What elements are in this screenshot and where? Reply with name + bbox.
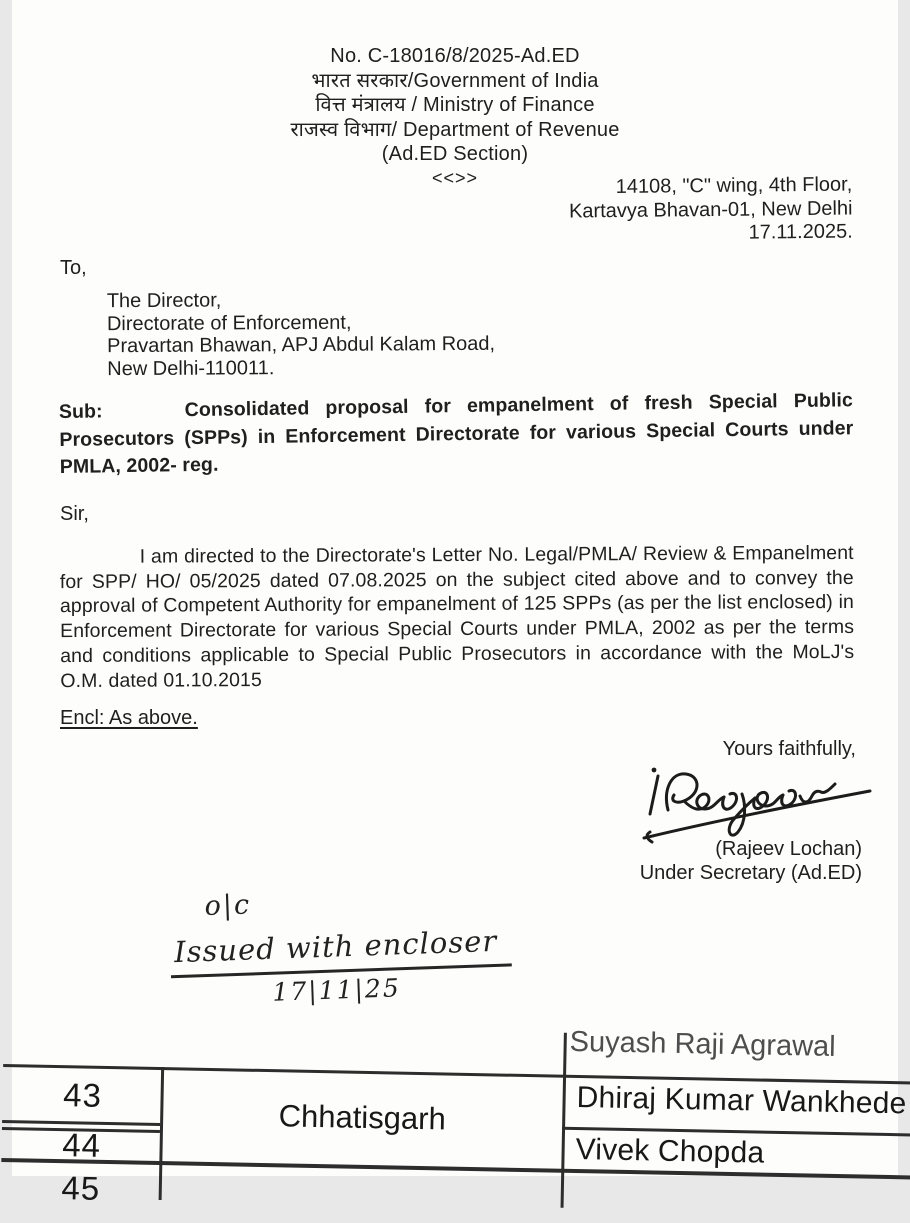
sender-address-line1: 14108, "C" wing, 4th Floor, (615, 173, 852, 198)
org-ministry-of-finance: वित्त मंत्रालय / Ministry of Finance (315, 94, 595, 117)
to-label: To, (60, 257, 87, 279)
scanned-letter-page (12, 0, 907, 1207)
subject-text: Consolidated proposal for empanelment of fresh Special Public Prosecutors (SPPs) in Enforcement Directorate for various Special Courts under PMLA, 2002- reg. (59, 389, 854, 479)
sender-address-line2: Kartavya Bhavan-01, New Delhi (568, 197, 853, 223)
separator-mark: <<>> (431, 167, 479, 188)
signature-rajeev-lochan (630, 758, 882, 844)
table-name-row-44: Vivek Chopda (575, 1133, 765, 1170)
sender-address (568, 174, 852, 248)
closing-phrase: Yours faithfully, (722, 738, 856, 760)
handwritten-note (168, 880, 532, 1010)
signatory-designation: Under Secretary (Ad.ED) (639, 861, 862, 884)
table-serial-45-partial: 45 (61, 1169, 101, 1207)
signatory-block (640, 838, 862, 885)
letterhead (12, 44, 898, 189)
handwritten-issue-note: Issued with encloser (170, 923, 513, 978)
reference-number: No. C-18016/8/2025-Ad.ED (330, 45, 580, 67)
table-serial-44: 44 (61, 1126, 102, 1164)
subject-tab-gap (103, 416, 185, 417)
enclosure-note: Encl: As above. (60, 707, 198, 729)
letter-body: I am directed to the Directorate's Letter No. Legal/PMLA/ Review & Empanelment for SPP/ HO/ 05/2025 dated 07.08.2025 on the subject cited above and to convey the approval of Competent Authority for empanelment of 125 SPPs (as per the list enclosed) in Enforcement Directorate for various Special Courts under PMLA, 2002 as per the terms and conditions applicable to Special Public Prosecutors in accordance with the MoLJ's O.M. dated 01.10.2015 (59, 541, 855, 692)
recipient-line3: Pravartan Bhawan, APJ Abdul Kalam Road, (107, 333, 496, 358)
signatory-name: (Rajeev Lochan) (715, 838, 862, 860)
subject-paragraph (59, 387, 854, 481)
recipient-line1: The Director, (106, 289, 222, 313)
subject-label: Sub: (58, 400, 103, 424)
recipient-line4: New Delhi-110011. (107, 356, 275, 380)
table-name-row-43: Dhiraj Kumar Wankhede (576, 1081, 907, 1121)
table-state-cell: Chhatisgarh (278, 1098, 447, 1137)
salutation: Sir, (60, 503, 89, 525)
recipient-address (107, 288, 496, 381)
handwritten-date: 17|11|25 (271, 973, 402, 1007)
enclosure-table-fragment (1, 1022, 910, 1214)
org-department-of-revenue: राजस्व विभाग/ Department of Revenue (290, 118, 620, 141)
table-serial-43: 43 (62, 1076, 103, 1114)
table-partial-top-name: Suyash Raji Agrawal (569, 1025, 836, 1063)
handwritten-oc-mark: o|c (204, 889, 252, 923)
recipient-line2: Directorate of Enforcement, (106, 311, 352, 335)
letter-date: 17.11.2025. (747, 220, 853, 244)
table-column-line-name (561, 1033, 567, 1208)
org-government-of-india: भारत सरकार/Government of India (311, 69, 599, 92)
section-name: (Ad.ED Section) (381, 143, 529, 166)
